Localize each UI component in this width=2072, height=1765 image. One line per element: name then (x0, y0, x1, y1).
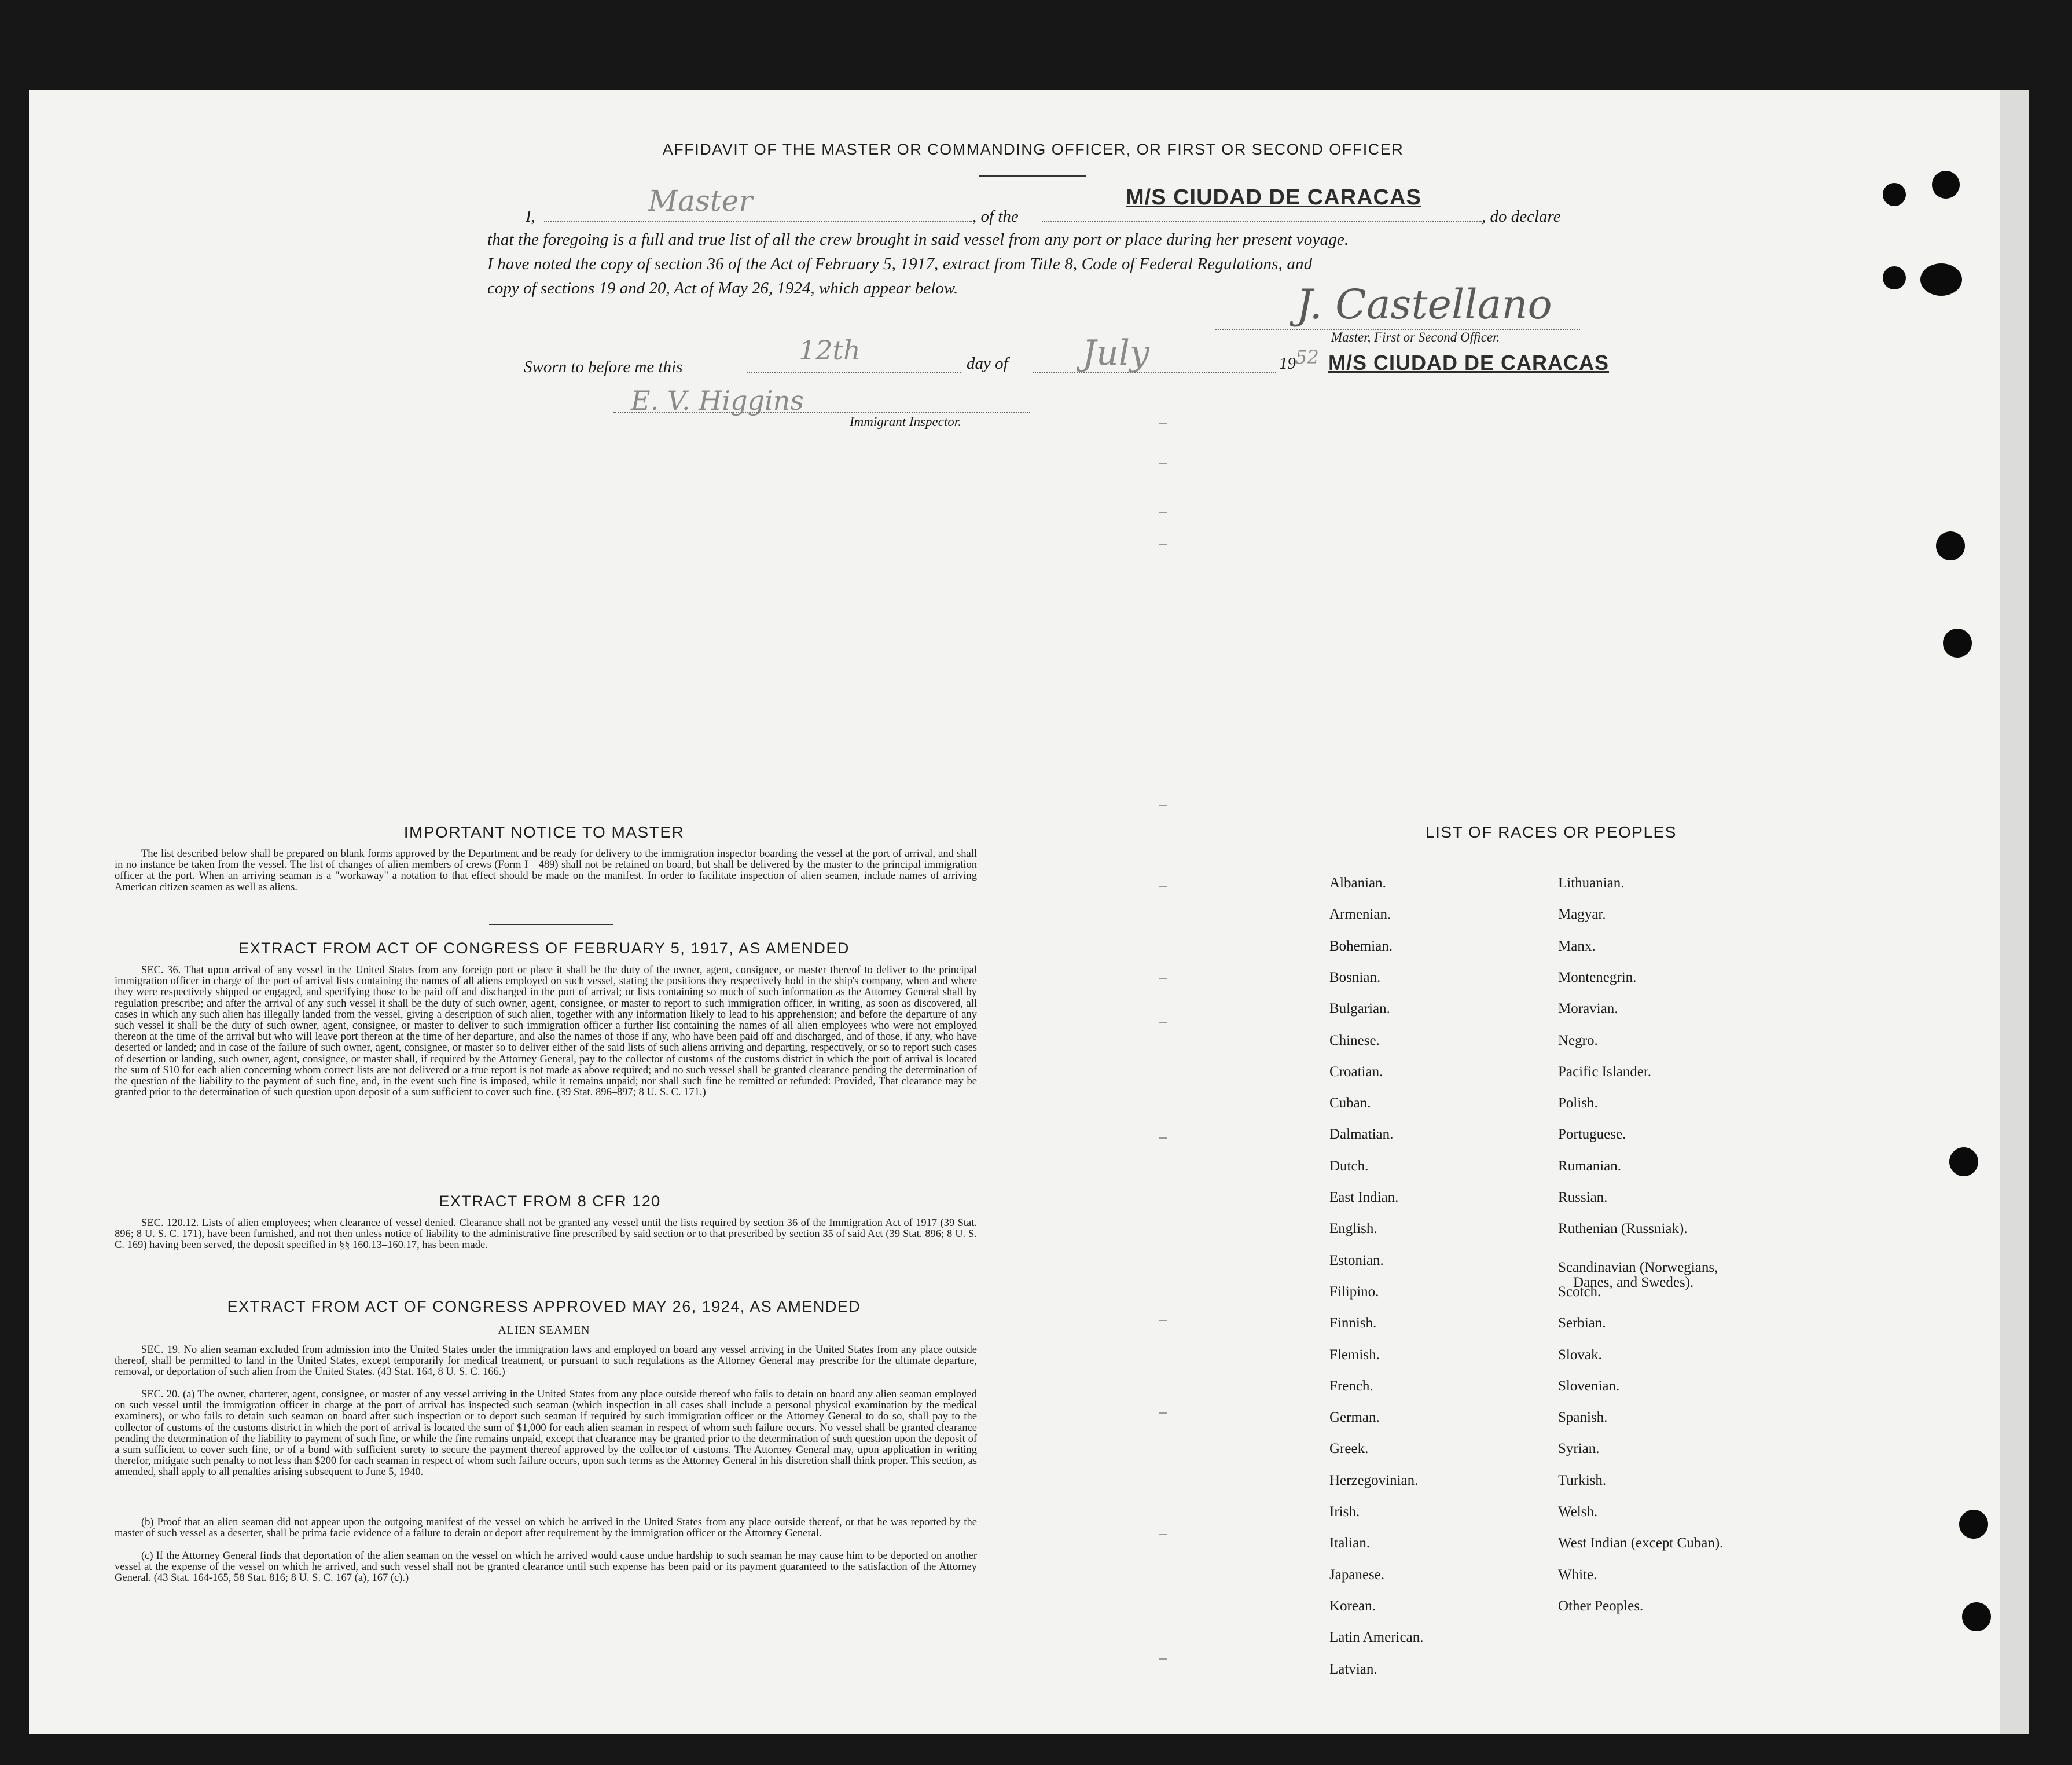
guide-mark (1159, 544, 1167, 545)
race-item: Ruthenian (Russniak). (1558, 1221, 1688, 1237)
inspector-caption: Immigrant Inspector. (850, 414, 961, 429)
race-item: Slovenian. (1558, 1378, 1620, 1394)
race-item: Lithuanian. (1558, 875, 1625, 891)
affidavit-line-2: that the foregoing is a full and true list of all the crew brought in said vessel from any port or place during her present voyage. (487, 230, 1349, 249)
notice-text: The list described below shall be prepared on blank forms approved by the Department and be ready for delivery to the immigration inspector boarding the vessel at the port of arrival, and shall in no instance be taken from the vessel. The list of changes of alien members of crews (Form I—489) shall not be retained on board, but shall be delivered by the master to the principal immigration officer at the port. When an arriving seaman is a "workaway" a notation to that effect should be made on the manifest. In order to facilitate inspection of alien seamen, include names of arriving American citizen seamen as well as aliens. (115, 848, 977, 893)
vessel-line (1042, 221, 1482, 222)
binder-hole (1883, 266, 1906, 289)
vessel-stamp-2: M/S CIUDAD DE CARACAS (1328, 351, 1610, 375)
binder-hole (1883, 183, 1906, 206)
race-item: Other Peoples. (1558, 1598, 1644, 1614)
guide-mark (1159, 1658, 1167, 1660)
race-item: Syrian. (1558, 1441, 1600, 1457)
race-item: German. (1329, 1410, 1380, 1426)
race-item: Polish. (1558, 1095, 1598, 1111)
race-item: Negro. (1558, 1032, 1598, 1048)
race-item: Scotch. (1558, 1283, 1601, 1300)
race-item: Danes, and Swedes). (1573, 1274, 1694, 1290)
race-item: Scandinavian (Norwegians, (1558, 1259, 1718, 1275)
affidavit-title: AFFIDAVIT OF THE MASTER OR COMMANDING OFFICER, OR FIRST OR SECOND OFFICER (662, 141, 1404, 158)
race-item: Magyar. (1558, 907, 1606, 923)
sec-19-text: SEC. 19. No alien seaman excluded from admission into the United States under the immigration laws and employed on board any vessel arriving in the United States from any place outside thereof, shall be permitted to land in the United States, except temporarily for medical treatment, or pursuant to such regulations as the Attorney General may prescribe for the ultimate departure, removal, or deportation of such alien from the United States. (43 Stat. 164, 8 U. S. C. 166.) (115, 1344, 977, 1378)
race-item: Flemish. (1329, 1346, 1380, 1363)
guide-mark (1159, 1412, 1167, 1414)
race-item: Korean. (1329, 1598, 1376, 1614)
sec-36-text: SEC. 36. That upon arrival of any vessel in the United States from any foreign port or place it shall be the duty of the owner, agent, consignee, or master thereof to deliver to the principal immigration officer in charge of the port of arrival lists containing the names of all aliens employed on such vessel, stating the positions they respectively hold in the ship's company, when and where they were respectively shipped or engaged, and specifying those to be paid off and discharged in the port of arrival; or lists containing so much of such information as the Attorney General shall by regulation prescribe; and after the arrival of any such vessel it shall be the duty of such owner, agent, consignee, or master to report to such immigration officer, in writing, as soon as discovered, all cases in which any such alien has illegally landed from the vessel, giving a description of such alien, together with any information likely to lead to his apprehension; and before the departure of any such vessel it shall be the duty of such owner, agent, consignee, or master to deliver to such immigration officer a further list containing the names of all alien employees who were not employed thereon at the time of the arrival but who will leave port thereon at the time of her departure, and also the names of those if any, who have been paid off and discharged, and of those, if any, who have deserted or landed; and in case of the failure of such owner, agent, consignee, or master so to deliver either of the said lists of such aliens arriving and departing, respectively, or so to report such cases of desertion or landing, such owner, agent, consignee, or master shall, if required by the Attorney General, pay to the collector of customs of the customs district in which the port of arrival is located the sum of $10 for each alien concerning whom correct lists are not delivered or a true report is not made as above required; and no such vessel shall be granted clearance pending the determination of the question of the liability to the payment of such fine, and, in the event such fine is imposed, while it remains unpaid; nor shall such fine be remitted or refunded: Provided, That clearance may be granted prior to the determination of such question upon deposit of a sum sufficient to cover such fine. (39 Stat. 896–897; 8 U. S. C. 171.) (115, 964, 977, 1099)
race-item: Slovak. (1558, 1346, 1602, 1363)
guide-mark (1159, 463, 1167, 464)
race-item: Estonian. (1329, 1252, 1384, 1268)
race-item: Latin American. (1329, 1630, 1424, 1646)
guide-mark (1159, 423, 1167, 424)
year-prefix: 19 (1279, 354, 1296, 373)
races-title: LIST OF RACES OR PEOPLES (1426, 823, 1677, 841)
race-item: Greek. (1329, 1441, 1369, 1457)
race-item: Dalmatian. (1329, 1126, 1394, 1143)
race-item: East Indian. (1329, 1190, 1399, 1205)
race-item: Finnish. (1329, 1315, 1377, 1331)
race-item: Herzegovinian. (1329, 1472, 1419, 1488)
race-item: Dutch. (1329, 1158, 1369, 1174)
guide-mark (1159, 1022, 1167, 1023)
race-item: Armenian. (1329, 907, 1391, 923)
race-item: Filipino. (1329, 1283, 1379, 1300)
race-item: West Indian (except Cuban). (1558, 1535, 1724, 1551)
race-item: Japanese. (1329, 1566, 1385, 1583)
race-item: Montenegrin. (1558, 969, 1637, 985)
year-handwritten: 52 (1295, 346, 1319, 368)
sworn-label: Sworn to before me this (524, 358, 683, 376)
signature-caption: Master, First or Second Officer. (1331, 330, 1500, 344)
guide-mark (1159, 805, 1167, 806)
guide-mark (1159, 512, 1167, 513)
binder-hole (1936, 531, 1965, 560)
guide-mark (1159, 1137, 1167, 1139)
binder-hole (1920, 263, 1962, 296)
race-item: Turkish. (1558, 1472, 1607, 1488)
alien-seamen-subtitle: ALIEN SEAMEN (498, 1324, 590, 1337)
race-item: Portuguese. (1558, 1126, 1626, 1143)
sworn-day-handwritten: 12th (799, 335, 861, 366)
race-item: White. (1558, 1566, 1597, 1583)
race-item: Rumanian. (1558, 1158, 1622, 1174)
form-sheet (29, 90, 2008, 1734)
sec-20a-text: SEC. 20. (a) The owner, charterer, agent, consignee, or master of any vessel arriving in the United States from any place outside thereof who fails to detain on board any alien seaman employed on such vessel until the immigration officer in charge at the port of arrival has inspected such seaman (which inspection in all cases shall include a personal physical examination by the medical examiners), or who fails to detain such seaman on board after such inspection or to deport such seaman if required by such immigration officer or the Attorney General to do so, shall pay to the collector of customs of the customs district in which the port of arrival is located the sum of $1,000 for each alien seaman in respect of whom such failure occurs. No vessel shall be granted clearance pending the determination of the liability to payment of such fine, or while the fine remains unpaid, except that clearance may be granted prior to the determination of such question upon the deposit of a sum sufficient to cover such fine, or of a bond with sufficient surety to secure the payment thereof approved by the collector of customs. The Attorney General may, upon application in writing therefor, mitigate such penalty to not less than $200 for each seaman in respect of whom such failure occurs, upon such terms as the Attorney General in his discretion shall think proper. This section, as amended, shall apply to all penalties arising subsequent to June 5, 1940. (115, 1389, 977, 1478)
race-item: Bosnian. (1329, 969, 1381, 985)
guide-mark (1159, 1320, 1167, 1321)
race-item: Chinese. (1329, 1032, 1380, 1048)
vessel-stamp: M/S CIUDAD DE CARACAS (1126, 185, 1421, 210)
sec-20c-text: (c) If the Attorney General finds that deportation of the alien seaman on the vessel on which he arrived would cause undue hardship to such seaman he may cause him to be deported on another vessel at the expense of the vessel on which he arrived, and such vessel shall not be granted clearance until such expense has been paid or its payment guaranteed to the satisfaction of the Attorney General. (43 Stat. 164-165, 58 Stat. 816; 8 U. S. C. 167 (a), 167 (c).) (115, 1550, 977, 1584)
binder-hole (1949, 1147, 1978, 1176)
extract-cfr-title: EXTRACT FROM 8 CFR 120 (439, 1192, 661, 1210)
race-item: Manx. (1558, 938, 1596, 954)
sheet-edge (2000, 90, 2029, 1734)
inspector-signature: E. V. Higgins (631, 385, 804, 416)
race-item: Italian. (1329, 1535, 1371, 1551)
month-line (1033, 372, 1276, 373)
race-item: Croatian. (1329, 1063, 1383, 1080)
race-item: Cuban. (1329, 1095, 1371, 1111)
notice-title: IMPORTANT NOTICE TO MASTER (403, 823, 685, 841)
race-item: French. (1329, 1378, 1373, 1394)
race-item: Russian. (1558, 1190, 1608, 1205)
race-item: Bulgarian. (1329, 1001, 1390, 1017)
race-item: Welsh. (1558, 1504, 1598, 1520)
i-label: I, (526, 207, 535, 226)
race-item: Pacific Islander. (1558, 1063, 1652, 1080)
race-item: English. (1329, 1221, 1377, 1237)
affidavit-line-3: I have noted the copy of section 36 of the Act of February 5, 1917, extract from Title 8, Code of Federal Regulations, and (487, 255, 1313, 273)
race-item: Bohemian. (1329, 938, 1393, 954)
race-item: Spanish. (1558, 1410, 1608, 1426)
sec-20b-text: (b) Proof that an alien seaman did not appear upon the outgoing manifest of the vessel on which he arrived in the United States from any place outside thereof, or that he was reported by the master of such vessel as a deserter, shall be prima facie evidence of a failure to detain or deport after requirement by the immigration officer or the Attorney General. (115, 1517, 977, 1540)
race-item: Moravian. (1558, 1001, 1618, 1017)
do-declare-label: , do declare (1482, 207, 1561, 226)
binder-hole (1932, 171, 1960, 199)
guide-mark (1159, 886, 1167, 887)
notice-rule (489, 924, 613, 925)
rank-handwritten: Master (648, 184, 753, 218)
title-underline (979, 175, 1086, 177)
guide-mark (1159, 1534, 1167, 1535)
extract-1924-title: EXTRACT FROM ACT OF CONGRESS APPROVED MAY 26, 1924, AS AMENDED (227, 1298, 861, 1315)
sworn-day-line (747, 372, 961, 373)
sec-120-12-text: SEC. 120.12. Lists of alien employees; when clearance of vessel denied. Clearance shall not be granted any vessel until the lists required by section 36 of the Immigration Act of 1917 (39 Stat. 896; 8 U. S. C. 171), have been furnished, and not then unless notice of liability to the administrative fine prescribed by said section or to that prescribed by section 35 of said Act (39 Stat. 896; 8 U. S. C. 169) having been served, the deposit specified in §§ 160.13–160.17, has been made. (115, 1217, 977, 1252)
extract-1917-title: EXTRACT FROM ACT OF CONGRESS OF FEBRUARY 5, 1917, AS AMENDED (238, 940, 850, 957)
binder-hole (1962, 1602, 1991, 1631)
rank-line (544, 221, 972, 222)
race-item: Albanian. (1329, 875, 1386, 891)
binder-hole (1959, 1510, 1988, 1539)
binder-hole (1943, 629, 1972, 658)
race-item: Irish. (1329, 1504, 1360, 1520)
race-item: Serbian. (1558, 1315, 1606, 1331)
guide-mark (1159, 978, 1167, 979)
master-signature: J. Castellano (1296, 281, 1552, 328)
sworn-month-handwritten: July (1082, 333, 1149, 373)
race-item: Latvian. (1329, 1661, 1377, 1677)
affidavit-line-4: copy of sections 19 and 20, Act of May 26, 1924, which appear below. (487, 279, 958, 298)
of-the-label: , of the (972, 207, 1019, 226)
day-of-label: day of (967, 354, 1008, 373)
